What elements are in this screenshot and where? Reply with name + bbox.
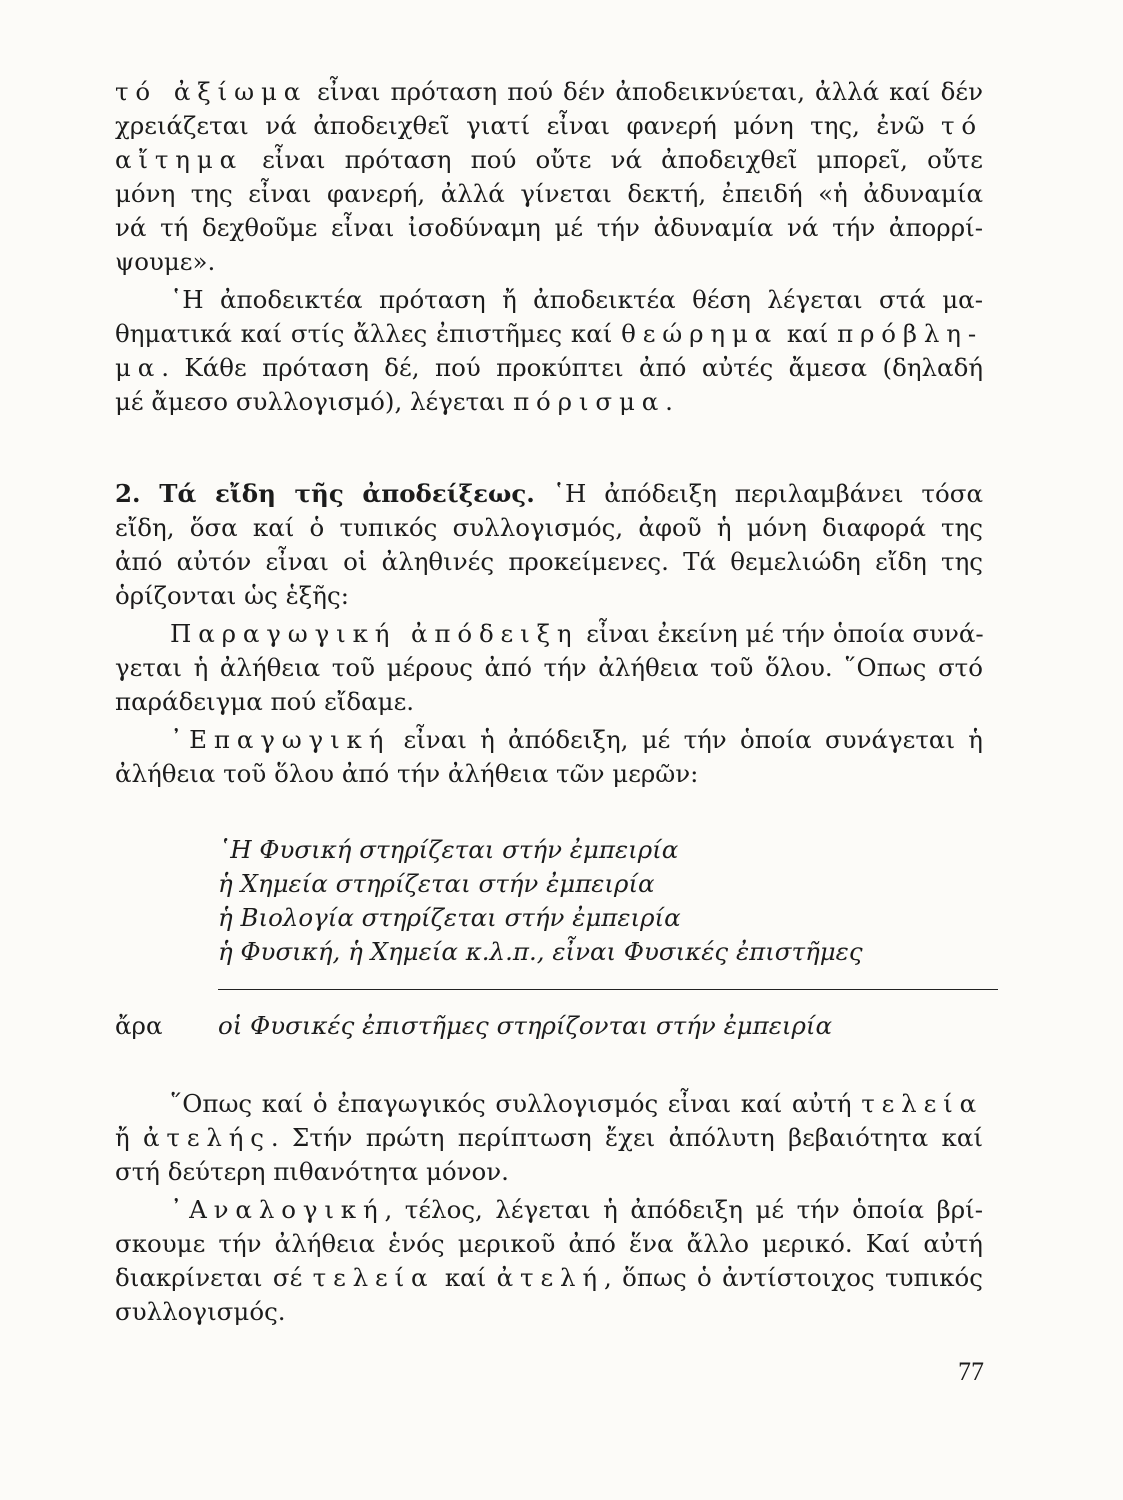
- text-line: χρειάζεται νά ἀποδειχθεῖ γιατί εἶναι φανερή μόνη της, ἐνῶ τό: [115, 111, 983, 140]
- text-line: γεται ἡ ἀλήθεια τοῦ μέρους ἀπό τήν ἀλήθεια τοῦ ὅλου. ῞Οπως στό: [115, 653, 983, 682]
- text-line: ῞Οπως καί ὁ ἐπαγωγικός συλλογισμός εἶναι καί αὐτή τελεία: [170, 1089, 983, 1118]
- page-number: 77: [958, 1357, 984, 1386]
- text-line: αἴτημα εἶναι πρόταση πού οὔτε νά ἀποδειχθεῖ μπορεῖ, οὔτε: [115, 145, 983, 174]
- text-line: ἀπό αὐτόν εἶναι οἱ ἀληθινές προκείμενες. Τά θεμελιώδη εἴδη της: [115, 547, 983, 576]
- text-line: νά τή δεχθοῦμε εἶναι ἰσοδύναμη μέ τήν ἀδυναμία νά τήν ἀπορρί-: [115, 213, 983, 242]
- text-line: παράδειγμα πού εἴδαμε.: [115, 687, 415, 716]
- text-line: ῾Η ἀποδεικτέα πρόταση ἤ ἀποδεικτέα θέση λέγεται στά μα-: [170, 285, 983, 314]
- text-line: εἴδη, ὅσα καί ὁ τυπικός συλλογισμός, ἀφοῦ ἡ μόνη διαφορά της: [115, 513, 983, 542]
- text-line: ᾿Επαγωγική εἶναι ἡ ἀπόδειξη, μέ τήν ὁποία συνάγεται ἡ: [170, 725, 983, 754]
- text-line: μέ ἄμεσο συλλογισμό), λέγεται πόρισμα.: [115, 387, 673, 416]
- text-line: μόνη της εἶναι φανερή, ἀλλά γίνεται δεκτή, ἐπειδή «ἡ ἀδυναμία: [115, 179, 983, 208]
- therefore-word: ἄρα: [115, 1011, 163, 1040]
- text-line: ὁρίζονται ὡς ἑξῆς:: [115, 581, 349, 610]
- section-heading-line: 2. Τά εἴδη τῆς ἀποδείξεως. ῾Η ἀπόδειξη περιλαμβάνει τόσα: [115, 479, 983, 508]
- premise-line: ἡ Χημεία στηρίζεται στήν ἐμπειρία: [218, 869, 655, 898]
- text-line: συλλογισμός.: [115, 1297, 286, 1326]
- premise-line: ἡ Βιολογία στηρίζεται στήν ἐμπειρία: [218, 903, 681, 932]
- section-heading: 2. Τά εἴδη τῆς ἀποδείξεως.: [115, 479, 535, 508]
- conclusion-line: οἱ Φυσικές ἐπιστῆμες στηρίζονται στήν ἐμπειρία: [218, 1011, 833, 1040]
- text-line: θηματικά καί στίς ἄλλες ἐπιστῆμες καί θεώρημα καί πρόβλη-: [115, 319, 983, 348]
- text-line: μα. Κάθε πρόταση δέ, πού προκύπτει ἀπό αὐτές ἄμεσα (δηλαδή: [115, 353, 983, 382]
- text-line: Παραγωγική ἀπόδειξη εἶναι ἐκείνη μέ τήν ὁποία συνά-: [170, 619, 984, 648]
- text-line: ᾿Αναλογική, τέλος, λέγεται ἡ ἀπόδειξη μέ τήν ὁποία βρί-: [170, 1195, 983, 1224]
- text-line: ψουμε».: [115, 247, 216, 276]
- text-line: σκουμε τήν ἀλήθεια ἑνός μερικοῦ ἀπό ἕνα ἄλλο μερικό. Καί αὐτή: [115, 1229, 983, 1258]
- text-line: στή δεύτερη πιθανότητα μόνον.: [115, 1157, 509, 1186]
- premise-line: ῾Η Φυσική στηρίζεται στήν ἐμπειρία: [218, 835, 679, 864]
- text-line: ἤ ἀτελής. Στήν πρώτη περίπτωση ἔχει ἀπόλυτη βεβαιότητα καί: [115, 1123, 983, 1152]
- text-line: διακρίνεται σέ τελεία καί ἀτελή, ὅπως ὁ ἀντίστοιχος τυπικός: [115, 1263, 984, 1292]
- premise-line: ἡ Φυσική, ἡ Χημεία κ.λ.π., εἶναι Φυσικές ἐπιστῆμες: [218, 937, 863, 966]
- text-line: τό ἀξίωμα εἶναι πρόταση πού δέν ἀποδεικνύεται, ἀλλά καί δέν: [115, 77, 983, 106]
- syllogism-divider: [218, 989, 998, 990]
- text-line: ἀλήθεια τοῦ ὅλου ἀπό τήν ἀλήθεια τῶν μερῶν:: [115, 759, 699, 788]
